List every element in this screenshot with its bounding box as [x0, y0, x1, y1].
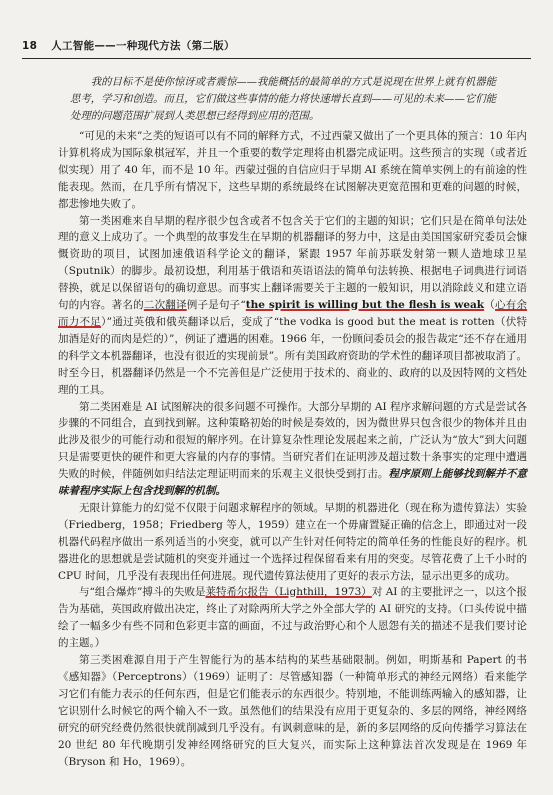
main-text [58, 128, 527, 770]
paragraph-2-text-d: ）”通过英俄和俄英翻译以后，变成了“the vodka is good but the meat is rotten（伏特加酒是好的而肉是烂的）”，例证了遭遇的困难。1966 年，一份顾问委员会的报告裁定“还不存在通用的科学文本机器翻译，也没有很近的实现前景”。所有美国政府资助的学术性的翻译项目都被取消了。时至今日，机器翻译仍然是一个不完善但是广泛使用于技术的、商业的、政府的以及因特网的文档处理的工具。 [58, 315, 527, 396]
header-rule [22, 58, 531, 59]
paragraph-2-text-b: 例子是句子“ [186, 299, 246, 312]
page-number: 18 [22, 40, 38, 52]
paragraph-6: 第三类困难源自用于产生智能行为的基本结构的某些基础限制。例如，明斯基和 Papert 的书《感知器》（Perceptrons）（1969）证明了：尽管感知器（一种简单形式的神经元网络）看来能学习它们有能力表示的任何东西，但是它们能表示的东西很少。特别地，不能训练两输入的感知器，让它识别什么时候它的两个输入不一致。虽然他们的结果没有应用于更复杂的、多层的网络，神经网络研究的研究经费仍然很快就削减到几乎没有。有讽刺意味的是，新的多层网络的反向传播学习算法在 20 世纪 80 年代晚期引发神经网络研究的巨大复兴，而实际上这种算法首次发现是在 1969 年（Bryson 和 Ho，1969）。 [58, 654, 527, 768]
paragraph-2 [58, 213, 527, 399]
paragraph-3-emphasis: 程序原则上能够找到解并不意味着程序实际上包含找到解的机制。 [58, 468, 528, 498]
underlined-term-chinese-idiom: 心有余而力不足 [58, 299, 528, 328]
paragraph-4: 无限计算能力的幻觉不仅限于问题求解程序的领域。早期的机器进化（现在称为遗传算法）实验（Friedberg，1958；Friedberg 等人，1959）建立在一个毋庸置疑正确的信念上，即通过对一段机器代码程序做出一系列适当的小突变，就可以产生针对任何特定的简单任务的性能良好的程序。机器进化的思想就是尝试随机的突变并通过一个选择过程保留看来有用的突变。尽管花费了上千小时的 CPU 时间，几乎没有表现出任何进展。现代遗传算法使用了更好的表示方法，显示出更多的成功。 [58, 501, 527, 582]
highlighted-english-sentence: the spirit is willing but the flesh is weak [245, 299, 485, 312]
paragraph-2-text-c: （ [484, 299, 496, 312]
underlined-term-double-translation: 二次翻译 [143, 299, 187, 312]
running-title: 人工智能——一种现代方法（第二版） [51, 40, 235, 52]
paragraph-1: “可见的未来”之类的短语可以有不同的解释方式，不过西蒙又做出了一个更具体的预言：10 年内计算机将成为国际象棋冠军，并且一个重要的数学定理将由机器完成证明。这些预言的实现（或者近似实现）用了 40 年，而不是 10 年。西蒙过强的自信应归于早期 AI 系统在简单实例上的有前途的性能表现。然而，在几乎所有情况下，这些早期的系统最终在试图解决更宽范围和更难的问题的时候，都悲惨地失败了。 [58, 130, 527, 210]
paragraph-5-text-b: 对 AI 的主要批评之一，以这个报告为基础，英国政府做出决定，终止了对除两所大学之外全部大学的 AI 研究的支持。（口头传说中描绘了一幅多少有些不同和色彩更丰富的画面，不过与政治野心和个人恩怨有关的描述不是我们要讨论的主题。） [58, 586, 527, 650]
paragraph-3 [58, 399, 527, 500]
running-header [22, 38, 531, 54]
paragraph-5-text-a: 与“组合爆炸”搏斗的失败是 [79, 586, 206, 599]
paragraph-3-text: 第二类困难是 AI 试图解决的很多问题不可操作。大部分早期的 AI 程序求解问题的方式是尝试各步骤的不同组合，直到找到解。这种策略初始的时候是奏效的，因为微世界只包含很少的物体并且由此涉及很少的可能行动和很短的解序列。在计算复杂性理论发展起来之前，广泛认为“放大”到大问题只是需要更快的硬件和更大容量的内存的事情。当研究者们在证明涉及超过数十条事实的定理中遭遇失败的时候，伴随例如归结法定理证明而来的乐观主义很快受到打击。 [58, 400, 527, 481]
underlined-lighthill-report: 莱特希尔报告（Lighthill，1973） [205, 586, 372, 599]
paragraph-5 [58, 584, 527, 652]
epigraph-quote: 我的目标不是使你惊讶或者震惊——我能概括的最简单的方式是说现在世界上就有机器能思考，学习和创造。而且，它们做这些事情的能力将快速增长直到——可见的未来——它们能处理的问题范围扩展到人类思想已经得到应用的范围。 [70, 76, 497, 122]
paragraph-2-text-a: 第一类困难来自早期的程序很少包含或者不包含关于它们的主题的知识；它们只是在简单句法处理的意义上成功了。一个典型的故事发生在早期的机器翻译的努力中，这是由美国国家研究委员会慷慨资助的项目，试图加速俄语科学论文的翻译，紧跟 1957 年前苏联发射第一颗人造地球卫星（Sputnik）的脚步。最初设想，利用基于俄语和英语语法的简单句法转换、根据电子词典进行词语替换，就足以保留语句的确切意思。而事实上翻译需要关于主题的一般知识，用以消除歧义和建立语句的内容。著名的 [58, 214, 527, 312]
